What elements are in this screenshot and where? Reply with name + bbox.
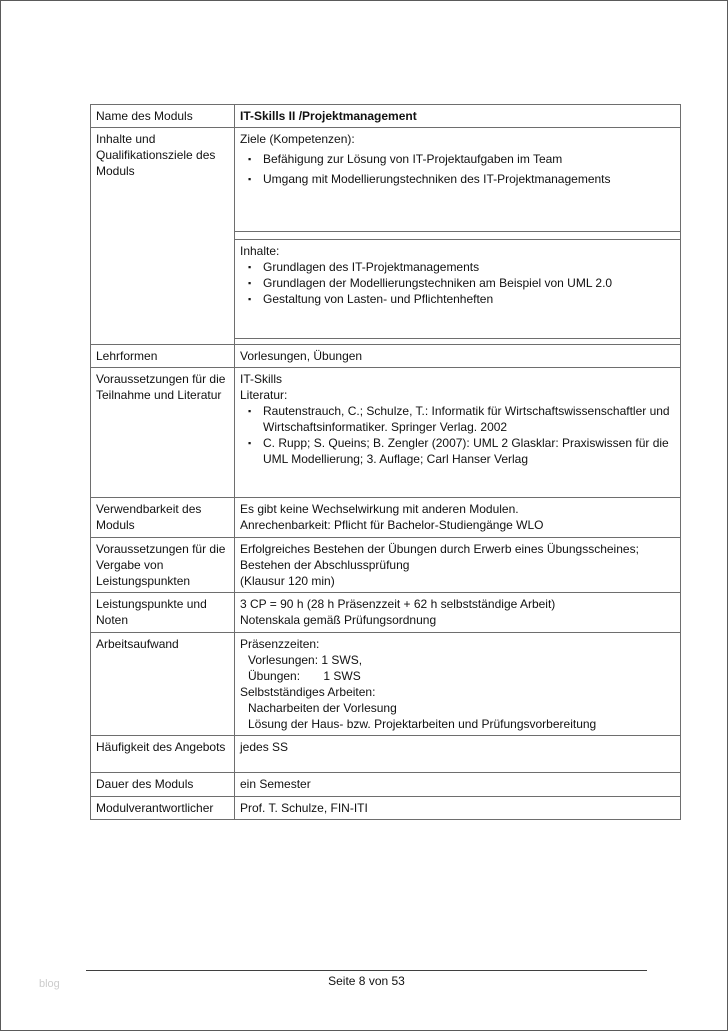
bullet-text: C. Rupp; S. Queins; B. Zengler (2007): UML 2 Glasklar: Praxiswissen für die UML Modellierung; 3. Auflage; Carl Hanser Verlag (263, 436, 673, 466)
label-text: Modulverantwortlicher (96, 801, 214, 815)
value-line: Selbstständiges Arbeiten: (240, 685, 376, 699)
value-text: Prof. T. Schulze, FIN-ITI (240, 801, 368, 815)
page-number: Seite 8 von 53 (328, 974, 405, 988)
square-bullet-icon: ▪ (248, 438, 252, 448)
table-row (91, 105, 681, 128)
value-line: Erfolgreiches Bestehen der Übungen durch Erwerb eines Übungsscheines; Bestehen der Abschlussprüfung (240, 542, 643, 572)
row-label (91, 128, 235, 345)
bullet-item (248, 275, 675, 291)
table-row (91, 538, 681, 593)
square-bullet-icon: ▪ (248, 406, 252, 416)
row-content (235, 128, 681, 345)
table-row (91, 368, 681, 498)
row-label (91, 773, 235, 797)
label-text: Leistungspunkte und Noten (96, 597, 211, 627)
row-content (235, 593, 681, 633)
spacer (235, 232, 680, 239)
row-content (235, 797, 681, 820)
row-label (91, 736, 235, 773)
table-row (91, 498, 681, 538)
label-text: Arbeitsaufwand (96, 637, 179, 651)
row-content (235, 633, 681, 736)
bullet-text: Grundlagen der Modellierungstechniken am Beispiel von UML 2.0 (263, 276, 613, 290)
row-label (91, 368, 235, 498)
value-text: jedes SS (240, 740, 289, 754)
bullet-text: Grundlagen des IT-Projektmanagements (263, 260, 480, 274)
footer-divider (86, 970, 647, 971)
row-content (235, 498, 681, 538)
row-content (235, 773, 681, 797)
watermark-text: blog (39, 978, 60, 990)
table-row (91, 736, 681, 773)
bullet-text: Gestaltung von Lasten- und Pflichtenheften (263, 292, 494, 306)
row-label (91, 593, 235, 633)
label-text: Dauer des Moduls (96, 777, 194, 791)
label-text: Voraussetzungen für die Vergabe von Leistungspunkten (96, 542, 229, 588)
inhalte-heading: Inhalte: (240, 244, 280, 258)
table-row (91, 593, 681, 633)
table-row (91, 128, 681, 345)
square-bullet-icon: ▪ (248, 154, 252, 164)
square-bullet-icon: ▪ (248, 278, 252, 288)
table-row (91, 345, 681, 368)
ziele-heading: Ziele (Kompetenzen): (240, 132, 355, 146)
table-row (91, 773, 681, 797)
value-line: (Klausur 120 min) (240, 574, 335, 588)
row-content (235, 538, 681, 593)
row-content (235, 368, 681, 498)
module-description-table (90, 104, 681, 820)
row-label (91, 538, 235, 593)
value-line: Es gibt keine Wechselwirkung mit anderen Modulen. (240, 502, 519, 516)
square-bullet-icon: ▪ (248, 174, 252, 184)
label-text: Verwendbarkeit des Moduls (96, 502, 205, 532)
label-text: Name des Moduls (96, 109, 193, 123)
square-bullet-icon: ▪ (248, 294, 252, 304)
value-line: Präsenzzeiten: (240, 637, 320, 651)
value-line: Notenskala gemäß Prüfungsordnung (240, 613, 437, 627)
row-content (235, 105, 681, 128)
bullet-item (248, 291, 675, 307)
bullet-text: Rautenstrauch, C.; Schulze, T.: Informatik für Wirtschaftswissenschaftler und Wirtschaftsinformatiker. Springer Verlag. 2002 (263, 404, 673, 434)
value-text: ein Semester (240, 777, 311, 791)
value-line: Anrechenbarkeit: Pflicht für Bachelor-Studiengänge WLO (240, 518, 544, 532)
row-content (235, 736, 681, 773)
inhalte-box (235, 239, 680, 339)
value-line: 3 CP = 90 h (28 h Präsenzzeit + 62 h selbstständige Arbeit) (240, 597, 556, 611)
table-row (91, 797, 681, 820)
bullet-item (248, 151, 675, 167)
bullet-item (248, 435, 675, 467)
bullet-item (248, 259, 675, 275)
row-label (91, 797, 235, 820)
value-line: Literatur: (240, 388, 288, 402)
label-text: Häufigkeit des Angebots (96, 740, 226, 754)
ziele-box (235, 128, 680, 232)
label-text: Inhalte und Qualifikationsziele des Moduls (96, 132, 219, 178)
label-text: Voraussetzungen für die Teilnahme und Literatur (96, 372, 229, 402)
value-line: Lösung der Haus- bzw. Projektarbeiten und Prüfungsvorbereitung (248, 717, 597, 731)
module-name: IT-Skills II /Projektmanagement (240, 109, 417, 123)
label-text: Lehrformen (96, 349, 158, 363)
value-line: Übungen: 1 SWS (248, 669, 361, 683)
bullet-item (248, 403, 675, 435)
bullet-text: Befähigung zur Lösung von IT-Projektaufgaben im Team (263, 152, 563, 166)
value-text: Vorlesungen, Übungen (240, 349, 363, 363)
table-row (91, 633, 681, 736)
row-label (91, 498, 235, 538)
bullet-text: Umgang mit Modellierungstechniken des IT-Projektmanagements (263, 172, 611, 186)
value-line: Vorlesungen: 1 SWS, (248, 653, 363, 667)
value-line: IT-Skills (240, 372, 282, 386)
value-line: Nacharbeiten der Vorlesung (248, 701, 397, 715)
row-label (91, 345, 235, 368)
row-content (235, 345, 681, 368)
row-label (91, 105, 235, 128)
square-bullet-icon: ▪ (248, 262, 252, 272)
bullet-item (248, 171, 675, 187)
row-label (91, 633, 235, 736)
